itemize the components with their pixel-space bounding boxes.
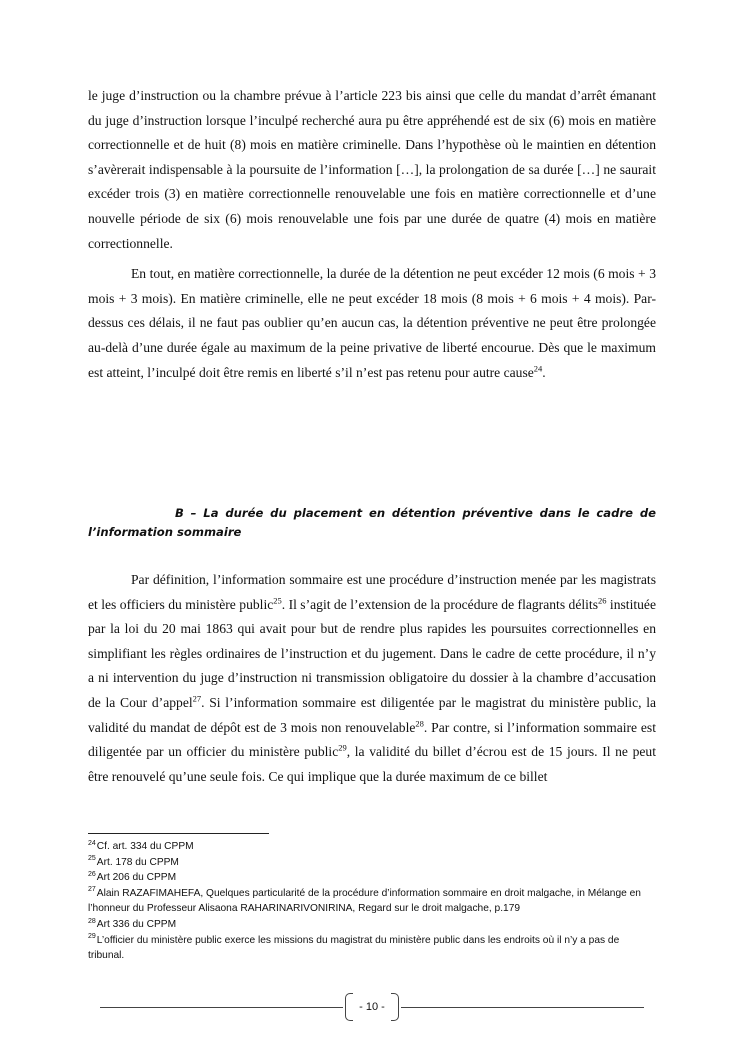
- footnote-text: Art 336 du CPPM: [96, 918, 177, 930]
- footnote-26: [88, 870, 658, 886]
- paragraph-3-part: . Il s’agit de l’extension de la procédure de flagrants délits: [281, 596, 598, 612]
- footnotes: [88, 839, 658, 964]
- footnote-25: [88, 855, 658, 871]
- footnote-27: [88, 886, 658, 917]
- section-heading-text: B – La durée du placement en détention préventive dans le cadre de l’information sommaire: [88, 506, 656, 539]
- left-brace-icon: [345, 993, 353, 1021]
- footnote-24: [88, 839, 658, 855]
- footer-rule-right: [401, 1007, 644, 1008]
- paragraph-3-part: Par définition, l’information sommaire est une procédure d’instruction menée par les magistrats et les officiers du ministère public: [88, 572, 656, 612]
- footnote-ref-26: 26: [598, 595, 607, 606]
- footer-rule-left: [100, 1007, 343, 1008]
- paragraph-3-part: . Par contre, si l’information sommaire est diligentée par un officier du ministère public: [88, 719, 656, 760]
- paragraph-2: [88, 262, 656, 385]
- paragraph-3-part: . Si l’information sommaire est diligentée par le magistrat du ministère public, la validité du mandat de dépôt est de 3 mois non renouvelable: [88, 694, 657, 735]
- footnote-text: Cf. art. 334 du CPPM: [96, 841, 194, 852]
- footnote-number: 27: [88, 886, 96, 894]
- paragraph-3-part: , la validité du billet d’écrou est de 15 jours. Il ne peut être renouvelé qu’une seule fois. Ce qui implique que la durée maximum de ce billet: [88, 744, 656, 784]
- main-text: [88, 84, 656, 385]
- page-number: [343, 993, 401, 1021]
- footnote-ref-28: 28: [415, 718, 424, 729]
- footnote-text: Art 206 du CPPM: [96, 872, 177, 884]
- footnote-ref-24: 24: [533, 363, 543, 373]
- section-text: [88, 568, 656, 789]
- paragraph-3: [88, 568, 656, 789]
- footnote-number: 25: [88, 855, 96, 863]
- footnote-number: 29: [88, 933, 96, 941]
- paragraph-1: le juge d’instruction ou la chambre prévue à l’article 223 bis ainsi que celle du mandat d’arrêt émanant du juge d’instruction lorsque l’inculpé recherché aura pu être appréhendé est de six (6) mois en matière correctionnelle et de huit (8) mois en matière criminelle. Dans l’hypothèse où le maintien en détention s’avèrerait indispensable à la poursuite de l’information […], la prolongation de sa durée […] ne saurait excéder trois (3) en matière correctionnelle renouvelable une fois en matière correctionnelle et d’une nouvelle période de six (6) mois renouvelable une fois par une durée de quatre (4) mois en matière correctionnelle.: [88, 88, 656, 251]
- section-heading: [88, 504, 656, 542]
- paragraph-2-text: En tout, en matière correctionnelle, la durée de la détention ne peut excéder 12 mois (6 mois + 3 mois + 3 mois). En matière criminelle, elle ne peut excéder 18 mois (8 mois + 6 mois + 4 mois). Par-dessus ces délais, il ne faut pas oublier qu’en aucun cas, la détention préventive ne peut être prolongée au-delà d’une durée égale au maximum de la peine privative de liberté encourue. Dès que le maximum est atteint, l’inculpé doit être remis en liberté s’il n’est pas retenu pour autre cause: [88, 266, 656, 380]
- footnote-28: [88, 917, 658, 933]
- footnote-ref-27: 27: [192, 693, 202, 704]
- paragraph-2-end: .: [542, 364, 546, 380]
- footnote-ref-25: 25: [273, 595, 282, 606]
- footnote-ref-29: 29: [338, 742, 347, 753]
- paragraph-3-part: instituée par la loi du 20 mai 1863 qui avait pour but de rendre plus rapides les poursuites correctionnelles en simplifiant les règles ordinaires de l’instruction et du jugement. Dans le cadre de cette procédure, il n’y a ni intervention du juge d’instruction ni transmission obligatoire du dossier à la chambre d’accusation de la Cour d’appel: [88, 596, 656, 710]
- footnote-number: 26: [88, 870, 96, 878]
- footnote-text: Art. 178 du CPPM: [96, 856, 179, 868]
- footnote-number: 28: [88, 917, 96, 925]
- footnote-29: [88, 933, 658, 964]
- footnote-number: 24: [88, 839, 96, 847]
- page-number-text: - 10 -: [359, 1001, 385, 1013]
- right-brace-icon: [391, 993, 399, 1021]
- footnote-separator: [88, 833, 269, 834]
- footnote-text: Alain RAZAFIMAHEFA, Quelques particularité de la procédure d’information sommaire en droit malgache, in Mélange en l’honneur du Professeur Alisaona RAHARINARIVONIRINA, Regard sur le droit malgache, p.179: [88, 887, 641, 915]
- footnote-text: L’officier du ministère public exerce les missions du magistrat du ministère public dans les endroits où il n’y a pas de tribunal.: [88, 934, 620, 962]
